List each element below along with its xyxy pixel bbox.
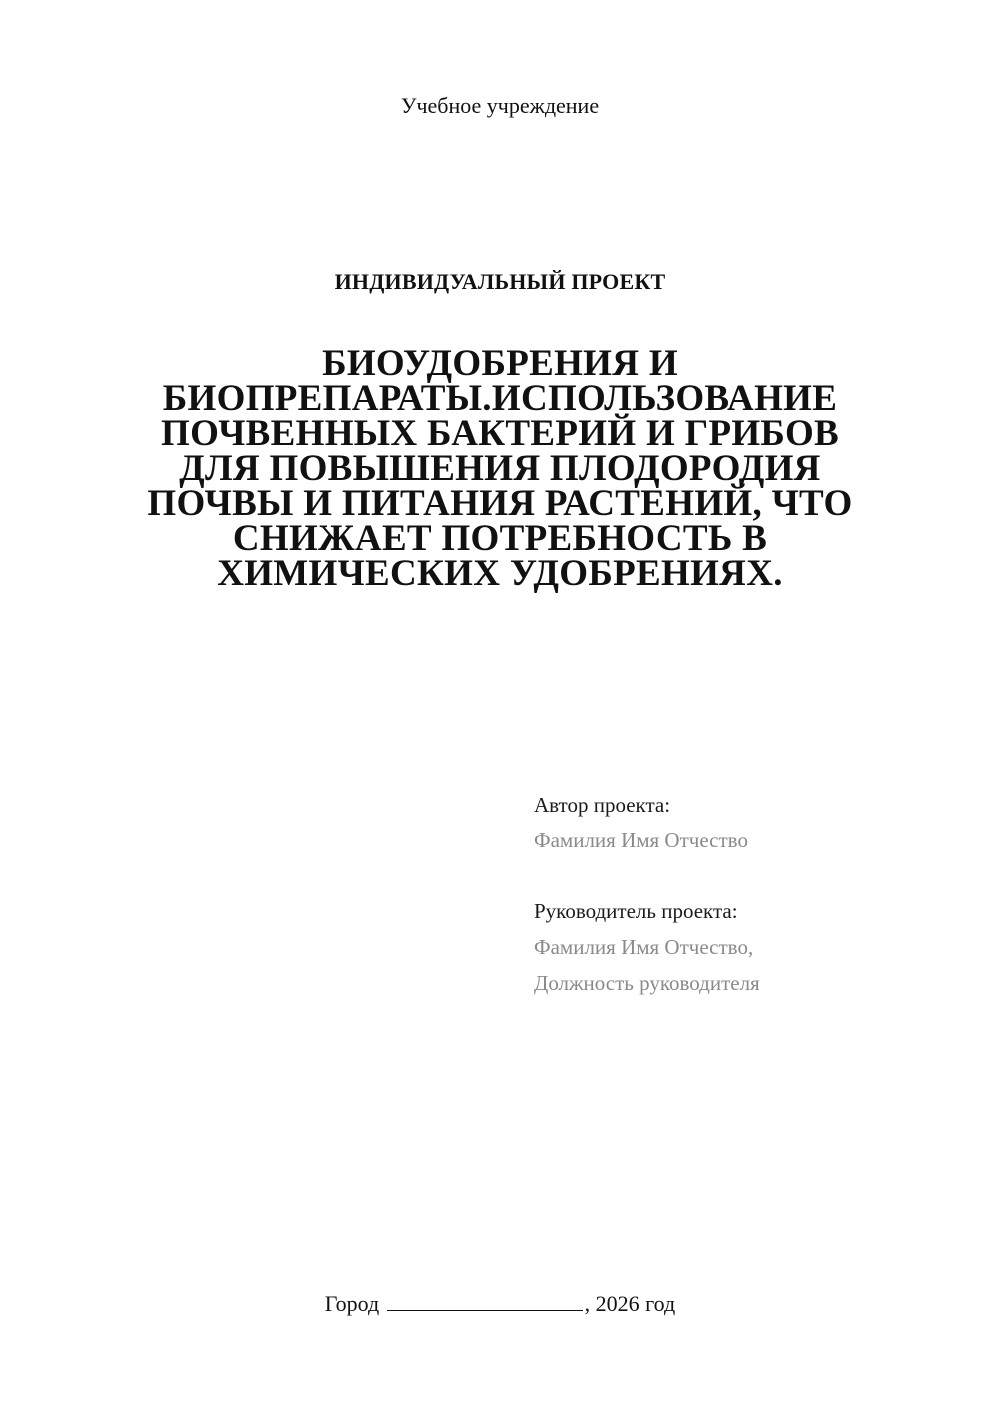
title-line: ДЛЯ ПОВЫШЕНИЯ ПЛОДОРОДИЯ (179, 448, 821, 489)
footer-city-year (0, 1290, 1000, 1318)
title-line: ПОЧВЫ И ПИТАНИЯ РАСТЕНИЙ, ЧТО (147, 483, 853, 524)
title-line: БИОПРЕПАРАТЫ.ИСПОЛЬЗОВАНИЕ (162, 378, 838, 419)
supervisor-position-placeholder[interactable]: Должность руководителя (534, 971, 760, 995)
project-type-heading: ИНДИВИДУАЛЬНЫЙ ПРОЕКТ (334, 269, 666, 294)
author-block (534, 788, 964, 858)
supervisor-label: Руководитель проекта: (534, 899, 738, 923)
year-text: , 2026 год (584, 1291, 676, 1316)
institution-name: Учебное учреждение (400, 93, 600, 118)
city-blank-line[interactable] (387, 1290, 583, 1311)
author-name-placeholder[interactable]: Фамилия Имя Отчество (534, 828, 748, 852)
city-label: Город (324, 1291, 380, 1316)
project-title (140, 343, 860, 594)
supervisor-block (534, 893, 964, 1001)
title-line: ПОЧВЕННЫХ БАКТЕРИЙ И ГРИБОВ (160, 413, 840, 454)
title-line: БИОУДОБРЕНИЯ И (322, 343, 678, 384)
title-line: СНИЖАЕТ ПОТРЕБНОСТЬ В (232, 518, 768, 559)
author-label: Автор проекта: (534, 793, 671, 817)
supervisor-name-placeholder[interactable]: Фамилия Имя Отчество, (534, 935, 754, 959)
title-line: ХИМИЧЕСКИХ УДОБРЕНИЯХ. (217, 553, 783, 594)
